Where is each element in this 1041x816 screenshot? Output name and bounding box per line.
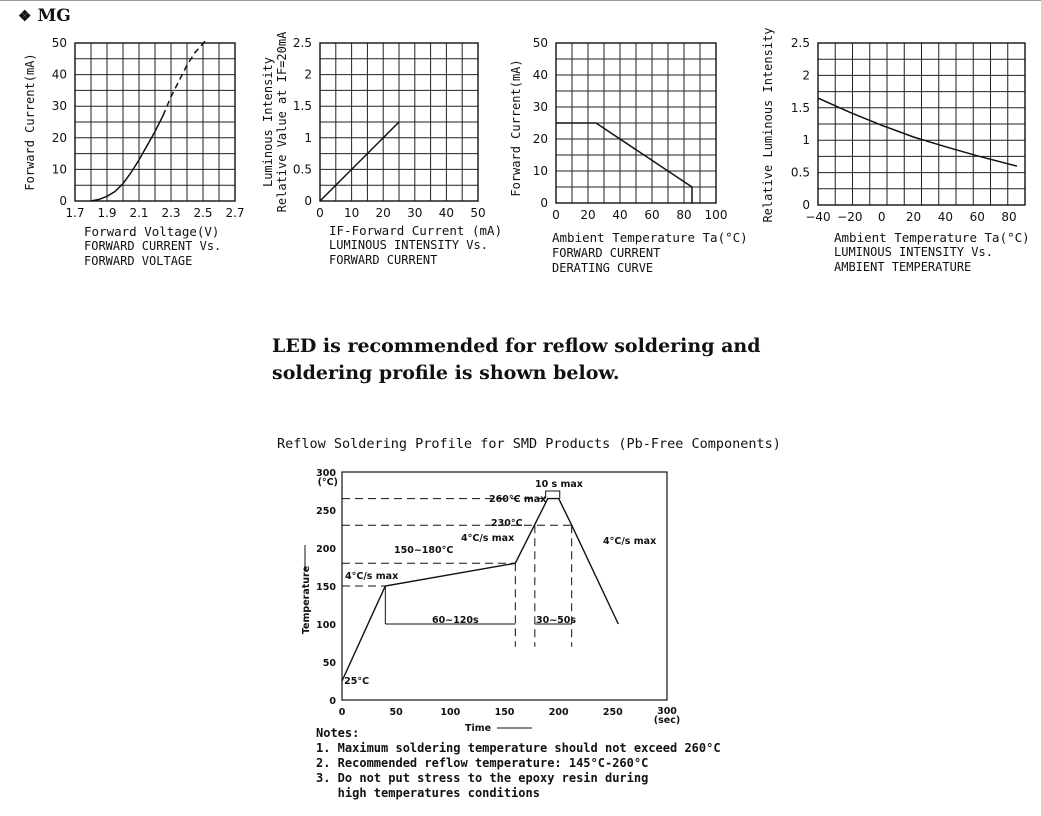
chart1-x-tick-label: 2.7 <box>225 206 245 220</box>
reflow-annotation-ramp2: 4°C/s max <box>461 533 515 544</box>
reflow-x-axis-title: Time <box>465 723 492 734</box>
chart2-x-tick-label: 40 <box>438 206 455 220</box>
chart1-x-tick-label: 2.1 <box>129 206 149 220</box>
note-item-1: 1. Maximum soldering temperature should not exceed 260°C <box>316 741 721 755</box>
chart2-series-line-1 <box>320 122 399 201</box>
reflow-annotation-peak-time: 10 s max <box>535 479 583 490</box>
chart3-y-tick-label: 0 <box>540 196 548 210</box>
reflow-annotation-peak-temp: 260°C max <box>489 494 547 505</box>
chart2-x-tick-label: 0 <box>316 206 324 220</box>
chart2-caption-line1: LUMINOUS INTENSITY Vs. <box>329 238 488 252</box>
chart4-xlabel: Ambient Temperature Ta(°C) <box>834 230 1030 245</box>
chart2-y-tick-label: 1.5 <box>292 99 312 114</box>
chart4-y-tick-label: 2 <box>802 68 810 83</box>
chart4-x-tick-label: −20 <box>837 210 863 224</box>
chart3-y-axis-title: Forward Current(mA) <box>509 59 523 197</box>
chart4-y-tick-label: 2.5 <box>790 36 810 50</box>
message-line-2: soldering profile is shown below. <box>272 362 620 384</box>
chart1-caption <box>84 239 221 268</box>
chart1-xlabel: Forward Voltage(V) <box>84 224 220 239</box>
chart4-x-tick-label: 0 <box>877 210 886 224</box>
chart1-y-tick-label: 50 <box>51 36 67 50</box>
chart4-x-tick-label: 20 <box>905 210 922 224</box>
chart4-y-tick-label: 1.5 <box>790 100 810 115</box>
chart2-y-tick-label: 0.5 <box>292 162 312 177</box>
chart3-x-tick-label: 40 <box>612 208 628 222</box>
reflow-plot-frame <box>342 472 667 700</box>
reflow-annotation-cool: 4°C/s max <box>603 536 657 547</box>
chart3-y-tick-label: 10 <box>532 164 548 178</box>
chart3-y-tick-label: 30 <box>532 100 548 114</box>
reflow-y-unit: (°C) <box>317 477 338 488</box>
chart3-x-tick-label: 0 <box>552 208 560 222</box>
note-item-2: 2. Recommended reflow temperature: 145°C-260°C <box>316 756 649 770</box>
chart4-caption <box>834 245 993 274</box>
chart4-x-tick-label: 60 <box>969 210 985 224</box>
chart1-x-tick-label: 1.7 <box>65 206 85 220</box>
chart1-series-line-1 <box>91 116 163 201</box>
chart2-x-tick-label: 10 <box>343 206 360 220</box>
reflow-annotation-soak-temp: 150~180°C <box>394 545 454 556</box>
chart2-caption-line2: FORWARD CURRENT <box>329 252 438 267</box>
chart4-x-tick-label: 40 <box>937 210 954 224</box>
reflow-annotation-above-liquidus: 30~50s <box>536 615 577 626</box>
reflow-x-tick-label: 0 <box>338 707 346 718</box>
chart1-x-tick-label: 1.9 <box>97 206 117 220</box>
chart3-x-tick-label: 20 <box>580 208 596 222</box>
chart1-y-tick-label: 0 <box>59 194 67 208</box>
chart3-x-tick-label: 100 <box>704 208 728 222</box>
reflow-recommendation-text <box>272 333 761 387</box>
chart2-y-tick-label: 0 <box>304 194 312 208</box>
reflow-annotation-ramp1: 4°C/s max <box>345 571 399 582</box>
chart4-x-tick-label: −40 <box>805 210 831 224</box>
reflow-x-tick-label: 200 <box>548 707 569 718</box>
chart3-y-tick-label: 50 <box>532 36 548 50</box>
chart1-y-tick-label: 10 <box>51 162 67 177</box>
notes-title: Notes: <box>316 726 360 740</box>
reflow-x-tick-label: 100 <box>440 707 461 718</box>
chart2-x-tick-label: 50 <box>470 206 486 220</box>
notes-section <box>316 726 721 801</box>
reflow-x-tick-label: 150 <box>494 707 515 718</box>
chart3-series-line-1 <box>556 123 692 203</box>
reflow-x-unit: (sec) <box>653 715 681 726</box>
reflow-y-tick-label: 50 <box>322 658 336 669</box>
note-item-3: 3. Do not put stress to the epoxy resin during <box>316 771 649 785</box>
chart3-xlabel: Ambient Temperature Ta(°C) <box>552 230 748 245</box>
chart2-caption <box>329 238 488 267</box>
reflow-x-tick-label: 250 <box>602 707 623 718</box>
reflow-annotation-liquidus: 230°C <box>491 518 523 529</box>
chart3-y-tick-label: 20 <box>532 132 548 146</box>
chart3-caption-line1: FORWARD CURRENT <box>552 246 661 260</box>
chart2-x-tick-label: 30 <box>407 206 423 220</box>
reflow-y-tick-label: 300 <box>316 468 336 479</box>
chart4-y-tick-label: 0 <box>802 198 810 212</box>
chart1-series-line-2 <box>163 40 206 116</box>
chart1-y-tick-label: 20 <box>51 130 67 145</box>
chart2-y-tick-label: 2.5 <box>292 36 312 50</box>
chart1-y-axis-title: Forward Current(mA) <box>23 53 37 191</box>
chart1-caption-line2: FORWARD VOLTAGE <box>84 253 193 268</box>
diamond-bullet-icon: ❖ <box>18 7 32 25</box>
chart2-y-tick-label: 1 <box>304 130 312 145</box>
reflow-annotation-start: 25°C <box>344 676 370 688</box>
chart4-y-axis-title: Relative Luminous Intensity <box>761 27 775 223</box>
reflow-peak-time-bracket <box>546 491 560 499</box>
chart1-y-tick-label: 30 <box>51 99 67 114</box>
message-line-1: LED is recommended for reflow soldering and <box>272 335 761 357</box>
chart4-y-tick-label: 1 <box>802 133 810 148</box>
reflow-x-tick-label: 300 <box>657 706 677 717</box>
reflow-annotation-soak-time: 60~120s <box>432 615 479 626</box>
chart4-y-tick-label: 0.5 <box>790 165 810 180</box>
chart2-y-axis-title: Relative Value at IF=20mA <box>275 31 289 213</box>
chart4-x-tick-label: 80 <box>1001 210 1017 224</box>
reflow-profile-line <box>342 499 618 681</box>
reflow-y-tick-label: 200 <box>316 544 336 555</box>
reflow-chart-title: Reflow Soldering Profile for SMD Products (Pb-Free Components) <box>277 436 781 452</box>
reflow-y-axis-title: Temperature <box>301 565 312 635</box>
chart2-xlabel: IF-Forward Current (mA) <box>329 223 503 238</box>
reflow-y-tick-label: 150 <box>316 582 336 593</box>
section-label: MG <box>37 6 71 26</box>
chart3-x-tick-label: 60 <box>644 208 660 222</box>
chart4-caption-line1: LUMINOUS INTENSITY Vs. <box>834 245 993 259</box>
note-item-3-cont: high temperatures conditions <box>316 786 540 800</box>
chart3-x-tick-label: 80 <box>676 208 692 222</box>
reflow-y-tick-label: 0 <box>329 696 336 707</box>
chart2-y-tick-label: 2 <box>304 67 312 82</box>
reflow-x-tick-label: 50 <box>389 707 403 718</box>
chart4-caption-line2: AMBIENT TEMPERATURE <box>834 259 972 274</box>
chart2-x-tick-label: 20 <box>375 206 391 220</box>
chart3-caption-line2: DERATING CURVE <box>552 260 654 275</box>
chart3-y-tick-label: 40 <box>532 68 548 82</box>
chart1-caption-line1: FORWARD CURRENT Vs. <box>84 239 222 253</box>
reflow-y-tick-label: 100 <box>316 620 336 631</box>
chart3-caption <box>552 246 660 275</box>
chart2-y-axis-title: Luminous Intensity <box>261 56 275 188</box>
chart1-y-tick-label: 40 <box>51 67 67 82</box>
reflow-y-tick-label: 250 <box>316 506 336 517</box>
chart1-x-tick-label: 2.3 <box>161 206 181 220</box>
chart1-x-tick-label: 2.5 <box>193 206 213 220</box>
